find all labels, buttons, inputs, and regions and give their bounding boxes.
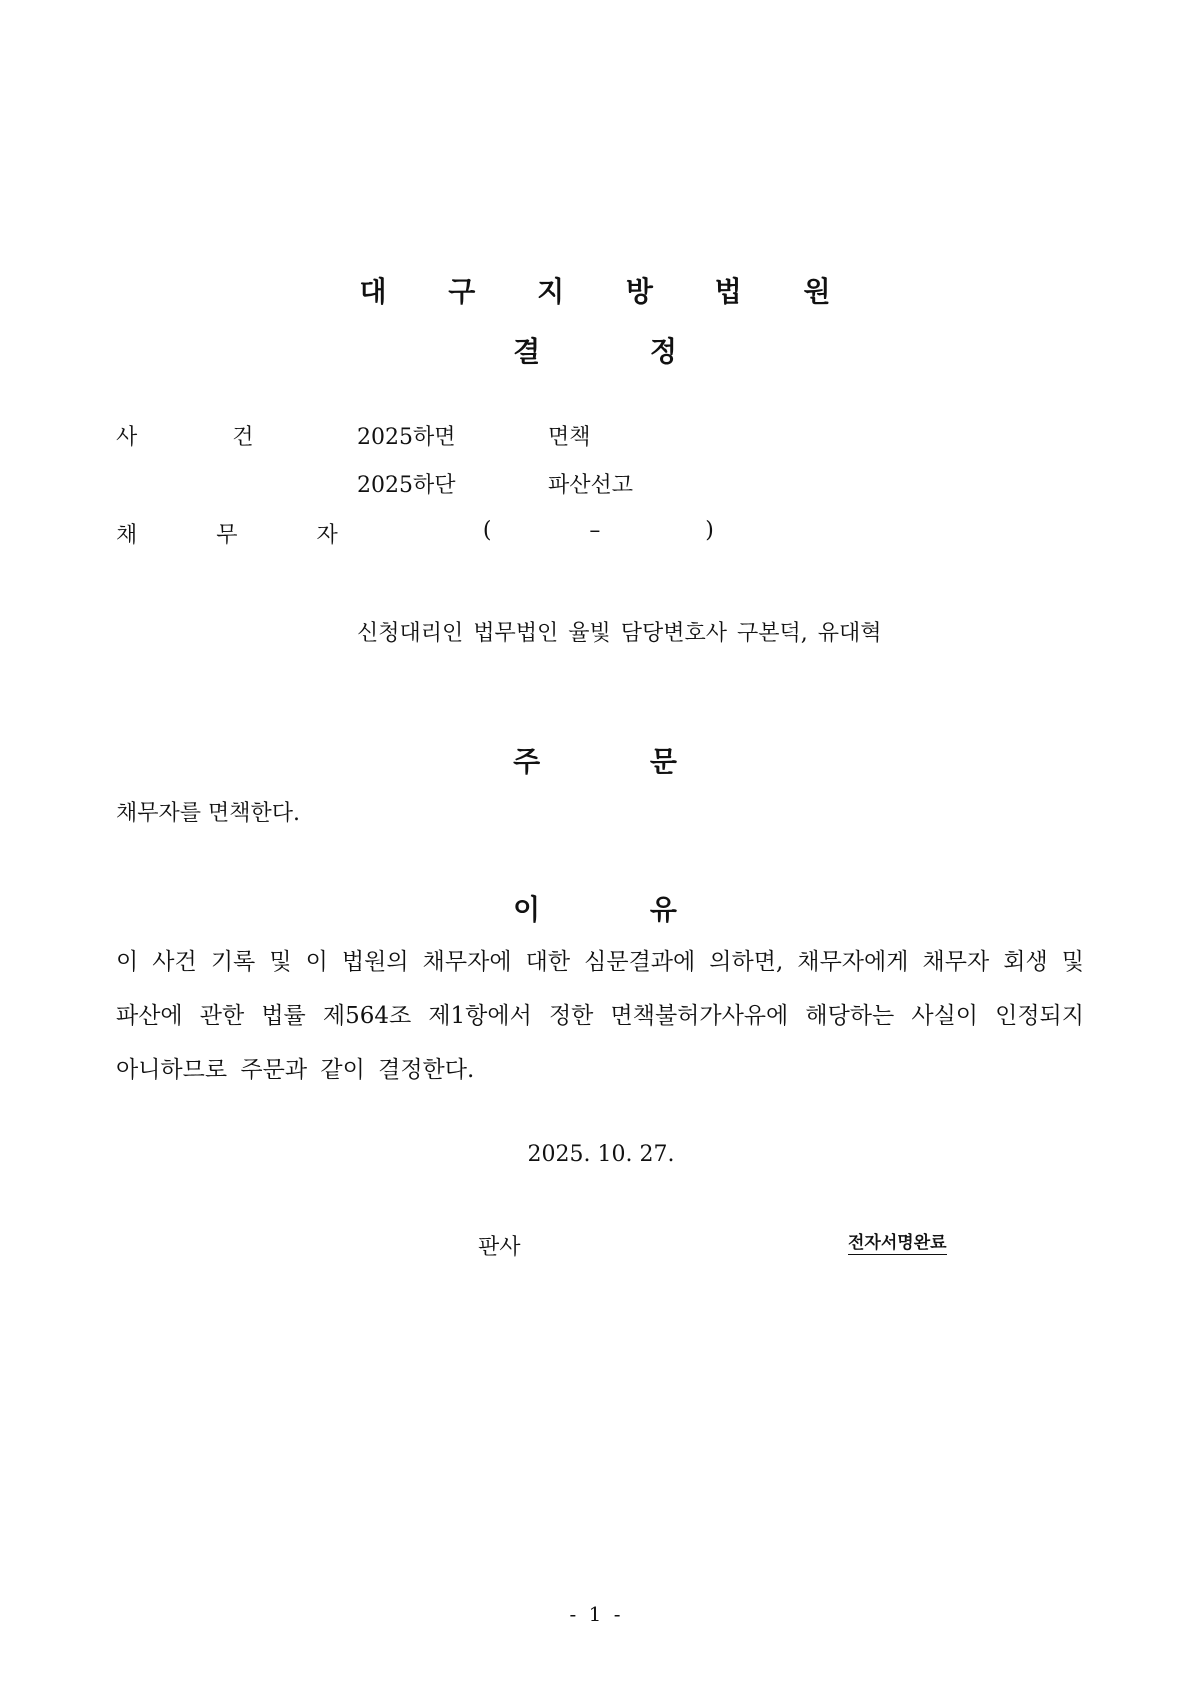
- electronic-signature-stamp: 전자서명완료: [848, 1228, 947, 1255]
- case-number-2: 2025하단: [357, 473, 456, 498]
- case-name-2: 파산선고: [548, 473, 634, 498]
- debtor-value: ( – ): [357, 518, 714, 543]
- document-title: 결 정: [513, 335, 677, 368]
- order-heading: 주 문: [513, 745, 677, 778]
- order-text: 채무자를 면책한다.: [116, 801, 301, 826]
- reason-text: 이 사건 기록 및 이 법원의 채무자에 대한 심문결과에 의하면, 채무자에게 채무자 회생 및 파산에 관한 법률 제564조 제1항에서 정한 면책불허가사유에 해당하는 사실이 인정되지 아니하므로 주문과 같이 결정한다.: [116, 949, 1084, 1083]
- judge-label: 판사: [478, 1235, 521, 1260]
- case-label: 사 건: [116, 425, 298, 450]
- page-number: - 1 -: [569, 1602, 621, 1626]
- decision-date: 2025. 10. 27.: [527, 1142, 675, 1167]
- case-name-1: 면책: [548, 425, 591, 450]
- reason-heading: 이 유: [513, 893, 677, 926]
- debtor-label: 채 무 자: [116, 523, 374, 548]
- court-name: 대 구 지 방 법 원: [359, 275, 857, 308]
- applicant-agent: 신청대리인 법무법인 율빛 담당변호사 구본덕, 유대혁: [357, 621, 882, 646]
- case-number-1: 2025하면: [357, 425, 456, 450]
